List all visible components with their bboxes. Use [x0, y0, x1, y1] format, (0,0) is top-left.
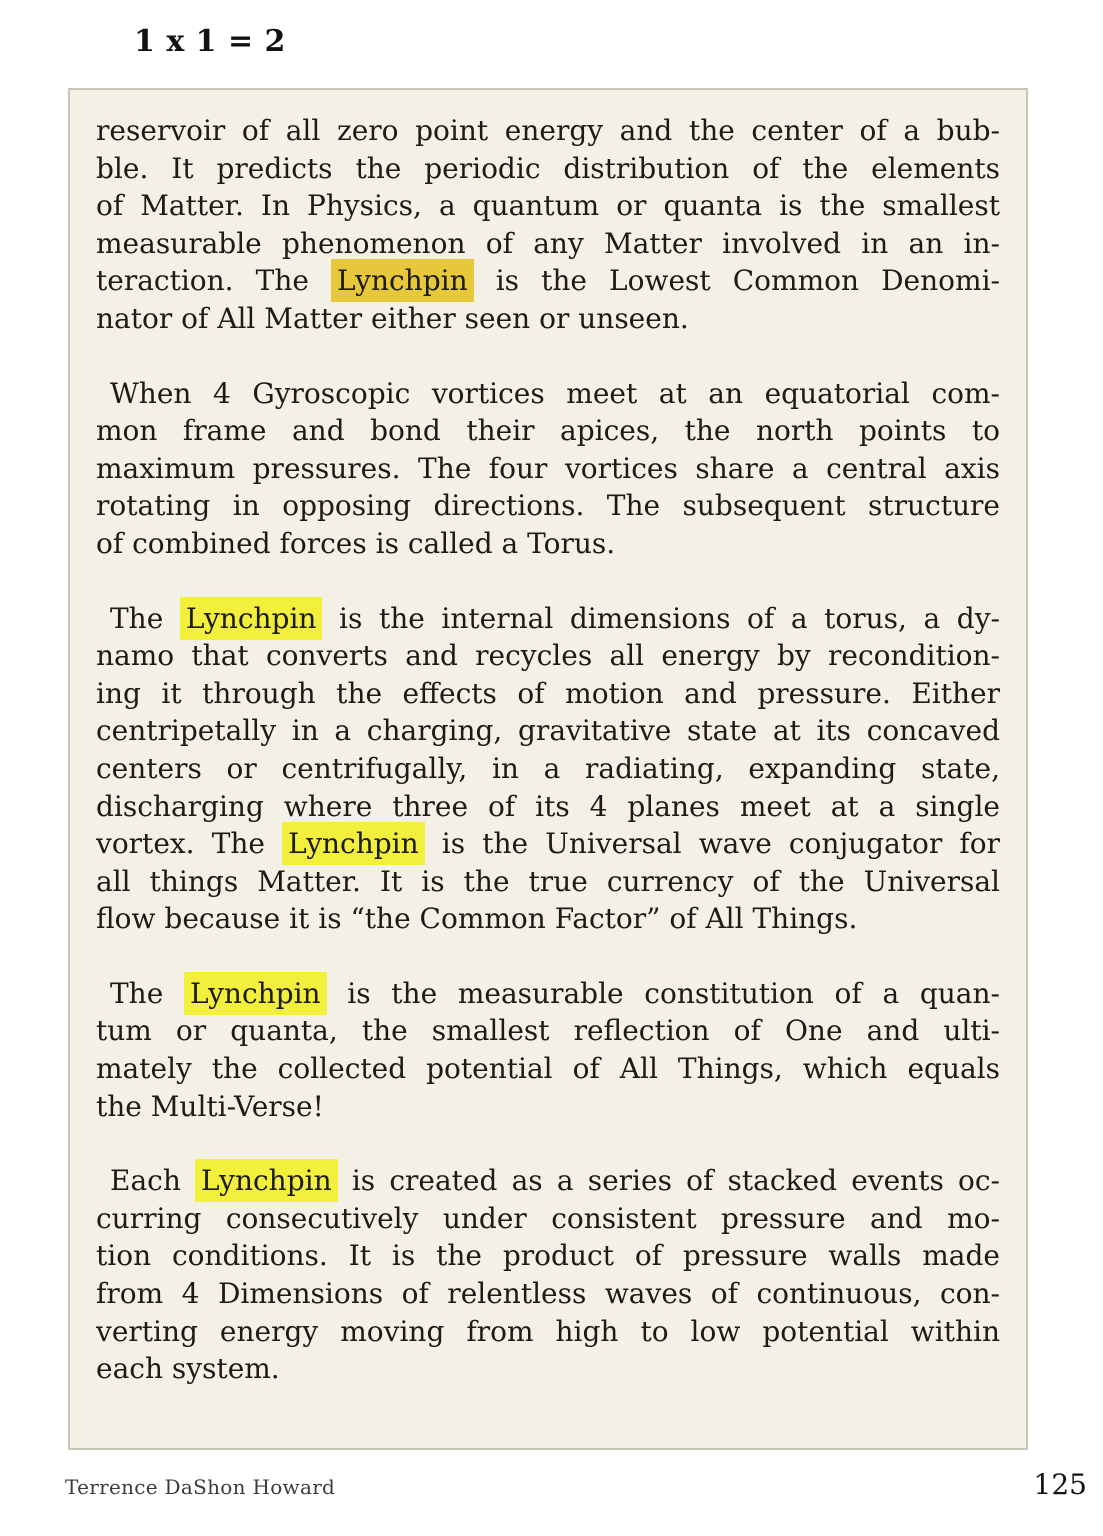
- text-run: maximum pressures. The four vortices share a central axis: [96, 451, 1000, 485]
- text-line: [96, 1088, 1000, 1126]
- text-run: curring consecutively under consistent pressure and mo-: [96, 1201, 1000, 1235]
- text-run: centers or centrifugally, in a radiating, expanding state,: [96, 751, 1000, 785]
- text-line: [96, 225, 1000, 263]
- text-line: [96, 1350, 1000, 1388]
- text-line: [96, 1162, 1000, 1200]
- text-line: [96, 750, 1000, 788]
- text-line: [96, 712, 1000, 750]
- text-line: [96, 675, 1000, 713]
- chapter-title: 1 x 1 = 2: [134, 24, 286, 59]
- text-run: The: [110, 976, 184, 1010]
- text-run: vortex. The: [96, 827, 283, 861]
- text-run: ing it through the effects of motion and pressure. Either: [96, 676, 1000, 710]
- text-run: centripetally in a charging, gravitative state at its concaved: [96, 714, 1000, 748]
- text-run: namo that converts and recycles all energy by recondition-: [96, 639, 1000, 673]
- text-run: verting energy moving from high to low potential within: [96, 1314, 1000, 1348]
- text-run: is created as a series of stacked events oc-: [337, 1164, 1000, 1198]
- text-run: tion conditions. It is the product of pressure walls made: [96, 1239, 1000, 1273]
- text-run: reservoir of all zero point energy and the center of a bub-: [96, 114, 1000, 147]
- text-line: [96, 525, 1000, 563]
- text-run: nator of All Matter either seen or unseen.: [96, 301, 689, 335]
- text-run: When 4 Gyroscopic vortices meet at an equatorial com-: [110, 376, 1000, 410]
- highlighted-term: Lynchpin: [184, 972, 327, 1015]
- paragraph: [96, 112, 1000, 338]
- text-run: mately the collected potential of All Things, which equals: [96, 1052, 1000, 1086]
- text-run: the Multi-Verse!: [96, 1089, 324, 1123]
- text-line: [96, 150, 1000, 188]
- text-run: Each: [110, 1164, 196, 1198]
- text-run: is the Lowest Common Denomi-: [473, 264, 1000, 298]
- text-line: [96, 863, 1000, 901]
- text-run: of Matter. In Physics, a quantum or quanta is the smallest: [96, 189, 1000, 223]
- text-run: The: [110, 601, 180, 635]
- text-line: [96, 1313, 1000, 1351]
- text-run: mon frame and bond their apices, the north points to: [96, 414, 1000, 448]
- text-line: [96, 412, 1000, 450]
- text-run: is the measurable constitution of a quan-: [326, 976, 1000, 1010]
- text-line: [96, 1200, 1000, 1238]
- text-line: [96, 375, 1000, 413]
- page-footer: [0, 1468, 1103, 1501]
- text-line: [96, 112, 1000, 150]
- text-run: rotating in opposing directions. The subsequent structure: [96, 489, 1000, 523]
- text-run: is the internal dimensions of a torus, a dy-: [322, 601, 1000, 635]
- text-run: discharging where three of its 4 planes meet at a single: [96, 789, 1000, 823]
- highlighted-term: Lynchpin: [180, 597, 323, 640]
- text-run: each system.: [96, 1352, 280, 1386]
- paragraph: [96, 375, 1000, 563]
- highlighted-term: Lynchpin: [195, 1159, 338, 1202]
- paragraph: [96, 600, 1000, 938]
- text-run: measurable phenomenon of any Matter involved in an in-: [96, 226, 1000, 260]
- text-line: [96, 1275, 1000, 1313]
- paragraph: [96, 1162, 1000, 1388]
- text-run: tum or quanta, the smallest reflection of One and ulti-: [96, 1014, 1000, 1048]
- text-line: [96, 600, 1000, 638]
- text-run: teraction. The: [96, 264, 332, 298]
- text-run: ble. It predicts the periodic distribution of the elements: [96, 151, 1000, 185]
- body-text: [96, 112, 1000, 1388]
- text-line: [96, 900, 1000, 938]
- paragraph: [96, 975, 1000, 1125]
- text-run: flow because it is “the Common Factor” of All Things.: [96, 902, 858, 936]
- text-line: [96, 187, 1000, 225]
- text-line: [96, 637, 1000, 675]
- text-run: from 4 Dimensions of relentless waves of continuous, con-: [96, 1277, 1000, 1311]
- author-name: Terrence DaShon Howard: [65, 1475, 336, 1499]
- text-line: [96, 1012, 1000, 1050]
- page-content-box: [68, 88, 1028, 1450]
- text-run: is the Universal wave conjugator for: [424, 827, 1000, 861]
- text-line: [96, 300, 1000, 338]
- highlighted-term: Lynchpin: [331, 259, 474, 302]
- text-line: [96, 788, 1000, 826]
- highlighted-term: Lynchpin: [282, 822, 425, 865]
- text-line: [96, 825, 1000, 863]
- text-line: [96, 1237, 1000, 1275]
- text-line: [96, 1050, 1000, 1088]
- text-run: all things Matter. It is the true currency of the Universal: [96, 864, 1000, 898]
- text-line: [96, 975, 1000, 1013]
- text-run: of combined forces is called a Torus.: [96, 526, 616, 560]
- page-number: 125: [1033, 1468, 1087, 1501]
- text-line: [96, 450, 1000, 488]
- text-line: [96, 487, 1000, 525]
- text-line: [96, 262, 1000, 300]
